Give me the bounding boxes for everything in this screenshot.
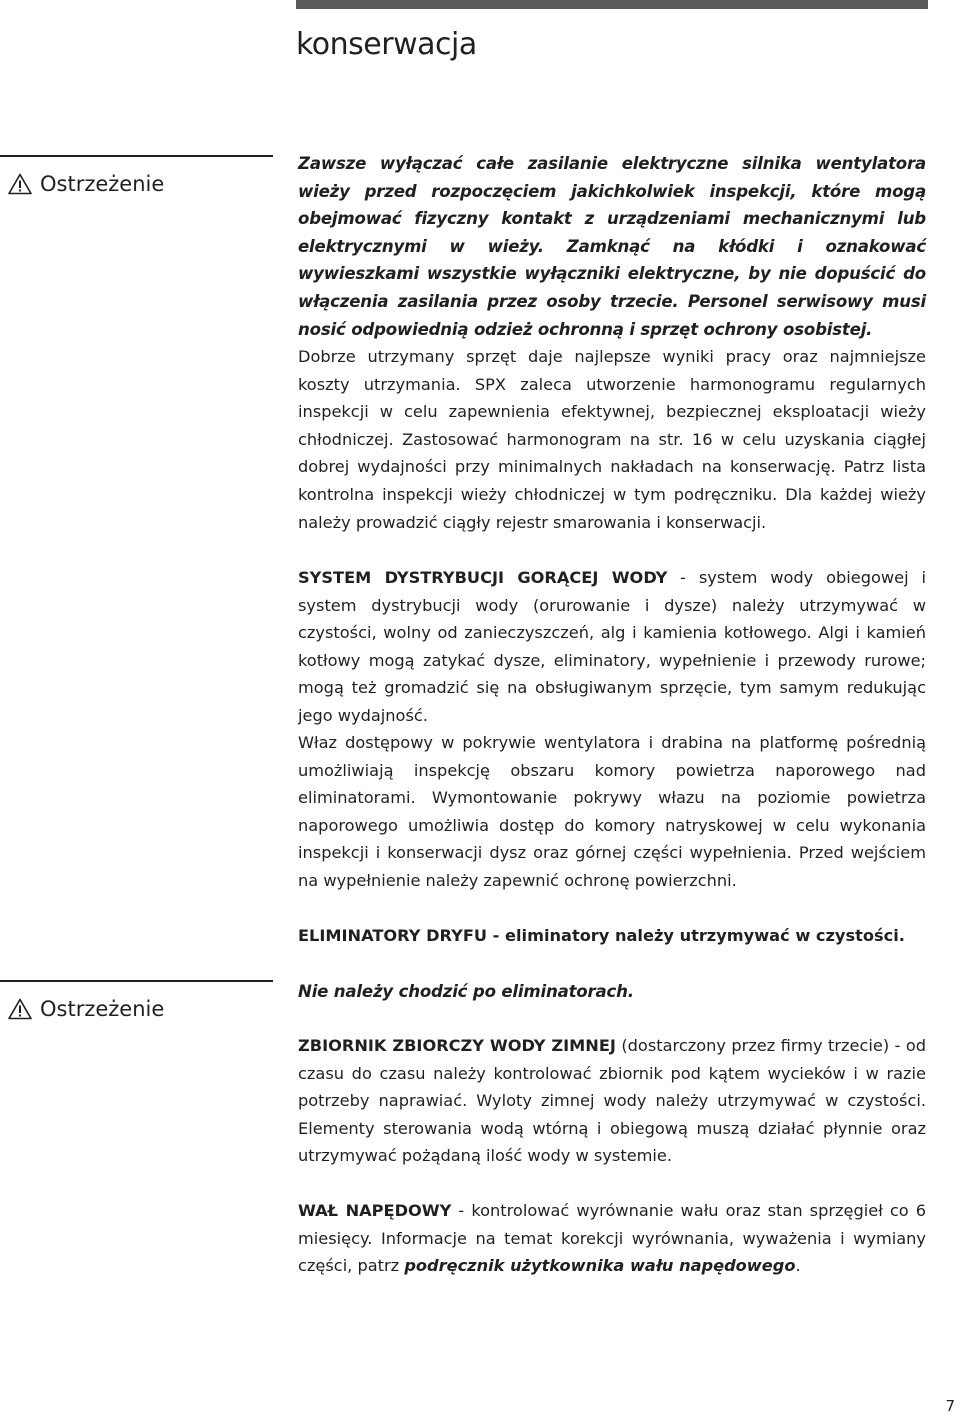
page-title: konserwacja [296,27,477,62]
shaft-heading: WAŁ NAPĘDOWY [298,1201,452,1220]
header-bar [296,0,928,9]
warning-label [8,997,164,1021]
warning-label [8,172,164,196]
hot-water-heading: SYSTEM DYSTRYBUCJI GORĄCEJ WODY [298,568,668,587]
warning-triangle-icon [8,173,32,195]
warning-text: Zawsze wyłączać całe zasilanie elektryczne silnika wentylatora wieży przed rozpoczęciem jakichkolwiek inspekcji, które mogą obejmować fizyczny kontakt z urządzeniami mechanicznymi lub elektrycznymi w wieży. Zamknąć na kłódki i oznakować wywieszkami wszystkie wyłączniki elektryczne, by nie dopuścić do włączenia zasilania przez osoby trzecie. Personel serwisowy musi nosić odpowiednią odzież ochronną i sprzęt ochrony osobistej. [298,154,926,339]
eliminators-paragraph: ELIMINATORY DRYFU - eliminatory należy utrzymywać w czystości. [298,926,905,945]
shaft-paragraph [298,1197,926,1280]
page-number: 7 [945,1397,955,1415]
access-paragraph: Właz dostępowy w pokrywie wentylatora i drabina na platformę pośrednią umożliwiają inspekcję obszaru komory powietrza naporowego nad eliminatorami. Wymontowanie pokrywy włazu na poziomie powietrza naporowego umożliwia dostęp do komory natryskowej w celu wykonania inspekcji i konserwacji dysz oraz górnej części wypełnienia. Przed wejściem na wypełnienie należy zapewnić ochronę powierzchni. [298,733,926,890]
warning-label-text: Ostrzeżenie [40,997,165,1021]
cold-basin-paragraph [298,1032,926,1170]
shaft-text: - kontrolować wyrównanie wału oraz stan sprzęgieł co 6 miesięcy. Informacje na temat korekcji wyrównania, wyważenia i wymiany części, patrz [298,1201,926,1276]
intro-paragraph: Dobrze utrzymany sprzęt daje najlepsze wyniki pracy oraz najmniejsze koszty utrzymania. SPX zaleca utworzenie harmonogramu regularnych inspekcji w celu zapewnienia efektywnej, bezpiecznej eksploatacji wieży chłodniczej. Zastosować harmonogram na str. 16 w celu uzyskania ciągłej dobrej wydajności przy minimalnych nakładach na konserwację. Patrz lista kontrolna inspekcji wieży chłodniczej w tym podręczniku. Dla każdej wieży należy prowadzić ciągły rejestr smarowania i konserwacji. [298,347,926,532]
cold-basin-text: (dostarczony przez firmy trzecie) - od czasu do czasu należy kontrolować zbiornik pod kątem wycieków i w razie potrzeby naprawiać. Wyloty zimnej wody należy utrzymywać w czystości. Elementy sterowania wodą wtórną i obiegową muszą działać płynnie oraz utrzymywać pożądaną ilość wody w systemie. [298,1036,926,1166]
shaft-text-end: . [795,1256,801,1276]
hot-water-text: - system wody obiegowej i system dystrybucji wody (orurowanie i dysze) należy utrzymywać w czystości, wolny od zanieczyszczeń, alg i kamienia kotłowego. Algi i kamień kotłowy mogą zatykać dysze, eliminatory, wypełnienie i przewody rurowe; mogą też gromadzić się na obsługiwanym sprzęcie, tym samym redukując jego wydajność. [298,568,926,725]
warning-rule [0,980,273,982]
cold-basin-heading: ZBIORNIK ZBIORCZY WODY ZIMNEJ [298,1036,616,1055]
warning-rule [0,155,273,157]
warning-text: Nie należy chodzić po eliminatorach. [298,982,634,1001]
shaft-manual-reference: podręcznik użytkownika wału napędowego [404,1256,796,1276]
warning-label-text: Ostrzeżenie [40,172,165,196]
warning-triangle-icon [8,998,32,1020]
hot-water-paragraph [298,564,926,730]
